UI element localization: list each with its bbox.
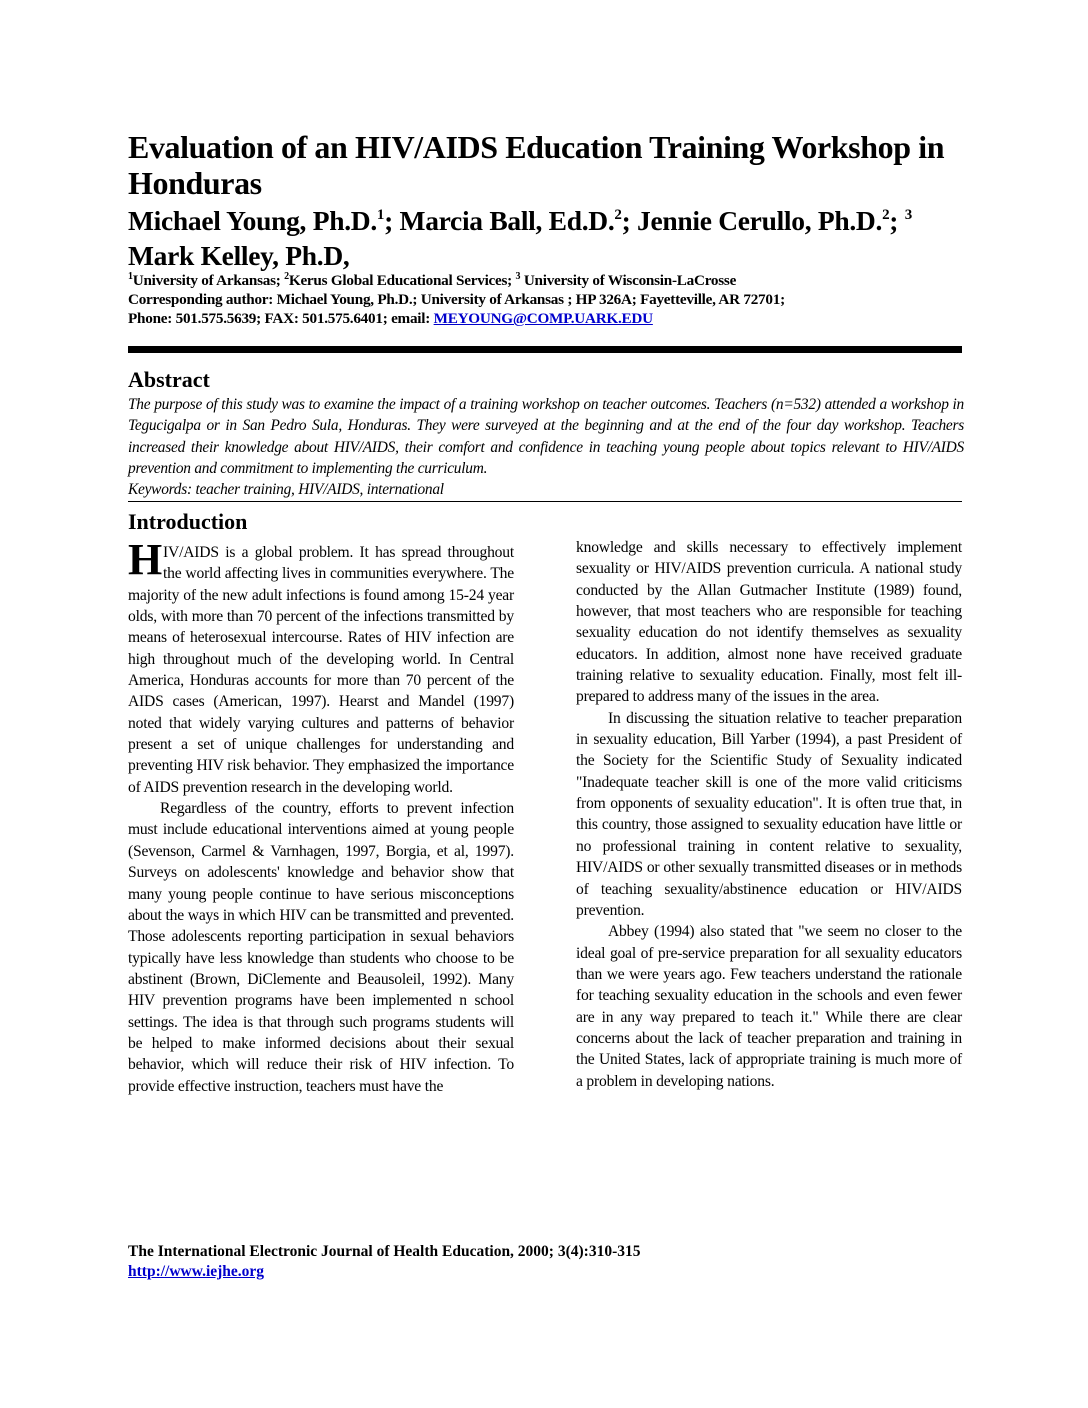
abstract-text: The purpose of this study was to examine the impact of a training workshop on teacher outcomes. Teachers (n=532) attended a workshop in Tegucigalpa or in San Pedro Sula, Honduras. They were surveyed at the beginning and at the end of the four day workshop. Teachers increased their knowledge about HIV/AIDS, their comfort and confidence in teaching young people about topics relevant to HIV/AIDS prevention and commitment to implementing the curriculum.: [128, 396, 964, 477]
affiliation-marker: 1: [128, 270, 133, 282]
intro-paragraph-4: In discussing the situation relative to teacher preparation in sexuality education, Bill Yarber (1994), a past President of the Society for the Scientific Study of Sexuality indicated "Inadequate teacher skill is one of the more valid criticisms from opponents of sexuality education". It is often true that, in this country, those assigned to sexuality education have little or no professional training in content relative to sexuality, HIV/AIDS or other sexually transmitted diseases or in methods of teaching sexuality/abstinence education or HIV/AIDS prevention.: [576, 709, 962, 919]
left-column: [128, 535, 514, 1097]
paper-title: Evaluation of an HIV/AIDS Education Training Workshop in Honduras: [128, 129, 945, 201]
intro-paragraph-2: Regardless of the country, efforts to prevent infection must include educational interventions aimed at young people (Sevenson, Carmel & Varnhagen, 1997, Borgia, et al, 1997). Surveys on adolescents' knowledge and behavior show that many young people continue to have serious misconceptions about the ways in which HIV can be transmitted and prevented. Those adolescents reporting participation in sexual behaviors typically have less knowledge than students who choose to be abstinent (Brown, DiClemente and Beausoleil, 1992). Many HIV prevention programs have been implemented n school settings. The idea is that through such programs students will be helped to make informed decisions about their sexual behavior, which will reduce their risk of HIV infection. To provide effective instruction, teachers must have the: [128, 800, 514, 1095]
affiliation-marker: 3: [515, 270, 521, 282]
author-cerullo-affil: 2: [882, 206, 890, 223]
author-cerullo: Jennie Cerullo, Ph.D.: [637, 205, 883, 236]
affiliation-line: [128, 271, 978, 290]
abstract-heading: Abstract: [128, 367, 210, 392]
corresponding-author: Corresponding author: Michael Young, Ph.D.; University of Arkansas ; HP 326A; Fayetteville, AR 72701;: [128, 291, 785, 308]
author-separator: ;: [384, 205, 400, 236]
contact-line: [128, 309, 978, 328]
author-ball: Marcia Ball, Ed.D.: [399, 205, 615, 236]
affiliations-block: [128, 271, 978, 328]
contact-text: Phone: 501.575.5639; FAX: 501.575.6401; email:: [128, 310, 434, 327]
affiliation-wisconsin: University of Wisconsin-LaCrosse: [520, 272, 737, 289]
drop-cap: H: [128, 535, 163, 584]
author-ball-affil: 2: [614, 206, 622, 223]
author-separator: ;: [889, 205, 905, 236]
abstract-rule: [128, 501, 962, 502]
author-list: [128, 203, 968, 273]
author-kelley: Mark Kelley, Ph.D,: [128, 240, 350, 271]
right-column: [576, 537, 962, 1092]
page-footer: [128, 1242, 968, 1282]
journal-citation: The International Electronic Journal of Health Education, 2000; 3(4):310-315: [128, 1243, 641, 1260]
intro-paragraph-5: Abbey (1994) also stated that "we seem no closer to the ideal goal of pre-service preparation for all sexuality educators than we were years ago. Few teachers understand the rationale for teaching sexuality education in the schools and even fewer are in any way prepared to teach it." While there are clear concerns about the lack of teacher preparation and training in the United States, lack of appropriate training is much more of a problem in developing nations.: [576, 923, 962, 1090]
header-rule: [128, 346, 962, 353]
intro-paragraph-1: [128, 535, 514, 798]
author-young: Michael Young, Ph.D.: [128, 205, 377, 236]
email-link[interactable]: MEYOUNG@COMP.UARK.EDU: [433, 310, 653, 327]
author-separator: ;: [621, 205, 638, 236]
author-kelley-affil: 3: [904, 206, 912, 223]
author-young-affil: 1: [376, 206, 385, 223]
affiliation-kerus: Kerus Global Educational Services;: [288, 272, 516, 289]
introduction-heading: Introduction: [128, 509, 248, 534]
affiliation-arkansas: University of Arkansas;: [132, 272, 285, 289]
affiliation-marker: 2: [284, 270, 289, 282]
intro-paragraph-3: knowledge and skills necessary to effectively implement sexuality or HIV/AIDS prevention curricula. A national study conducted by the Allan Gutmacher Institute (1989) found, however, that most teachers who are responsible for teaching sexuality education do not identify themselves as sexuality educators. In addition, almost none have received graduate training relative to sexuality education. Finally, most felt ill-prepared to address many of the issues in the area.: [576, 539, 962, 706]
journal-url-link[interactable]: http://www.iejhe.org: [128, 1263, 265, 1280]
keywords-line: Keywords: teacher training, HIV/AIDS, international: [128, 481, 444, 498]
intro-paragraph-1-text: IV/AIDS is a global problem. It has spread throughout the world affecting lives in communities everywhere. The majority of the new adult infections is found among 15-24 year olds, with more than 70 percent of the infections transmitted by means of heterosexual intercourse. Rates of HIV infection are high throughout much of the developing world. In Central America, Honduras accounts for more than 70 percent of the AIDS cases (American, 1997). Hearst and Mandel (1997) noted that widely varying cultures and patterns of behavior present a set of unique challenges for understanding and preventing HIV risk behavior. They emphasized the importance of AIDS prevention research in the developing world.: [128, 544, 514, 796]
